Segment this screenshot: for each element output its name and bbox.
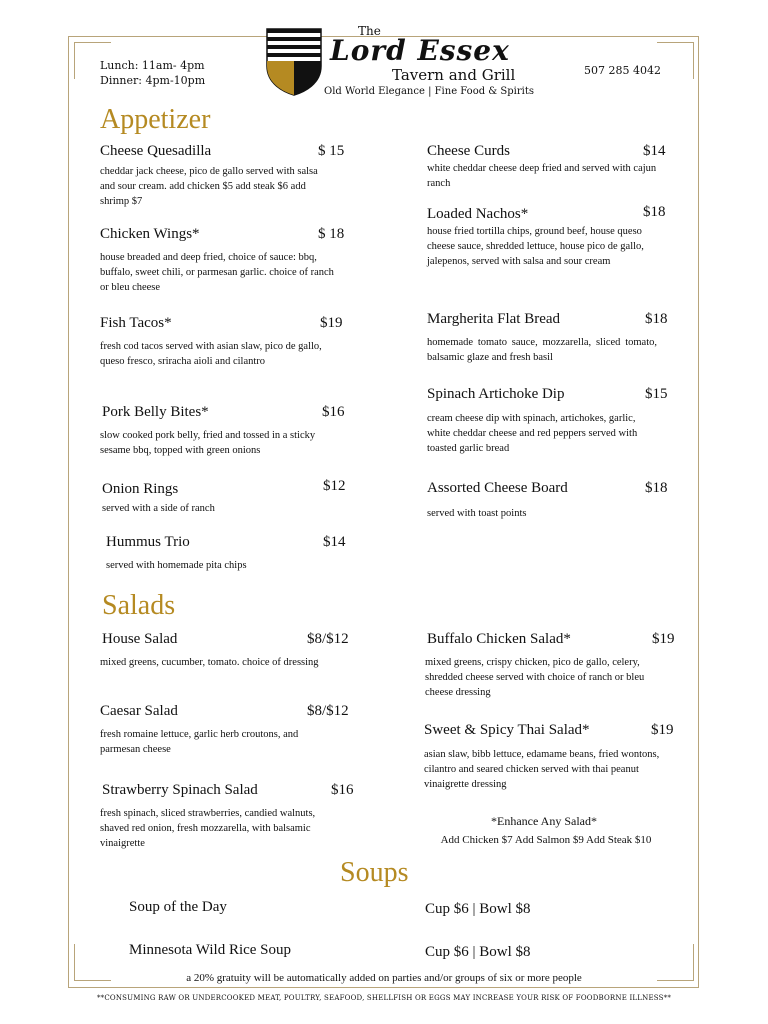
item-name: Minnesota Wild Rice Soup	[129, 942, 292, 958]
item-price: $12	[323, 478, 346, 494]
item-price: Cup $6 | Bowl $8	[425, 901, 531, 917]
item-name: Soup of the Day	[129, 899, 227, 915]
brand-tagline: Old World Elegance | Fine Food & Spirits	[324, 86, 534, 97]
gratuity-note: a 20% gratuity will be automatically added on parties and/or groups of six or more people	[186, 972, 582, 984]
item-description: house breaded and deep fried, choice of sauce: bbq, buffalo, sweet chili, or parmesan garlic. choice of ranch or bleu cheese	[100, 252, 334, 293]
item-description: served with homemade pita chips	[106, 560, 247, 571]
item-price: $18	[645, 480, 668, 496]
brand-name: Lord Essex	[330, 34, 510, 67]
item-price: $16	[331, 782, 354, 798]
item-name: Hummus Trio	[106, 534, 190, 550]
item-name: Sweet & Spicy Thai Salad*	[424, 722, 590, 738]
shield-logo-icon	[266, 28, 322, 96]
item-price: $ 18	[318, 226, 345, 242]
item-name: Margherita Flat Bread	[427, 311, 561, 327]
item-description: asian slaw, bibb lettuce, edamame beans, fried wontons, cilantro and seared chicken served with thai peanut vinaigrette dressing	[424, 749, 660, 790]
phone-number: 507 285 4042	[584, 64, 661, 77]
item-name: Strawberry Spinach Salad	[102, 782, 258, 798]
item-price: $ 15	[318, 143, 345, 159]
item-name: Spinach Artichoke Dip	[427, 386, 565, 402]
item-price: $19	[652, 631, 675, 647]
item-description: mixed greens, cucumber, tomato. choice of dressing	[100, 657, 319, 668]
item-description: white cheddar cheese deep fried and served with cajun ranch	[427, 163, 657, 189]
item-description: served with toast points	[427, 508, 527, 519]
item-description: served with a side of ranch	[102, 503, 215, 514]
item-name: Cheese Curds	[427, 143, 510, 159]
item-price: $8/$12	[307, 703, 349, 719]
section-title-salads: Salads	[102, 590, 176, 621]
item-description: cheddar jack cheese, pico de gallo served with salsa and sour cream. add chicken $5 add steak $6 add shrimp $7	[100, 166, 318, 207]
item-name: Caesar Salad	[100, 703, 178, 719]
item-name: House Salad	[102, 631, 178, 647]
item-price: $8/$12	[307, 631, 349, 647]
item-name: Buffalo Chicken Salad*	[427, 631, 571, 647]
corner-ornament	[657, 42, 694, 79]
item-name: Pork Belly Bites*	[102, 404, 209, 420]
item-description: fresh cod tacos served with asian slaw, pico de gallo, queso fresco, sriracha aioli and cilantro	[100, 341, 322, 367]
item-price: $15	[645, 386, 668, 402]
item-description: fresh romaine lettuce, garlic herb croutons, and parmesan cheese	[100, 729, 299, 755]
item-price: $14	[323, 534, 346, 550]
enhance-salad-title: *Enhance Any Salad*	[491, 814, 597, 828]
section-title-appetizer: Appetizer	[100, 104, 211, 135]
item-price: Cup $6 | Bowl $8	[425, 944, 531, 960]
brand-the: The	[358, 24, 381, 38]
item-description: slow cooked pork belly, fried and tossed in a sticky sesame bbq, topped with green onions	[100, 430, 316, 456]
enhance-salad-text: Add Chicken $7 Add Salmon $9 Add Steak $10	[440, 834, 652, 846]
section-title-soups: Soups	[340, 857, 409, 888]
item-description: homemade tomato sauce, mozzarella, sliced tomato, balsamic glaze and fresh basil	[427, 337, 657, 363]
item-name: Onion Rings	[102, 481, 179, 497]
item-price: $18	[645, 311, 668, 327]
brand-subtitle: Tavern and Grill	[392, 66, 516, 84]
hours-dinner: Dinner: 4pm-10pm	[100, 74, 206, 87]
item-description: cream cheese dip with spinach, artichokes, garlic, white cheddar cheese and red peppers served with toasted garlic bread	[427, 413, 638, 454]
hours	[100, 58, 205, 88]
item-price: $16	[322, 404, 345, 420]
item-name: Chicken Wings*	[100, 226, 200, 242]
item-price: $19	[320, 315, 343, 331]
item-name: Fish Tacos*	[100, 315, 172, 331]
item-name: Assorted Cheese Board	[427, 480, 568, 496]
hours-lunch: Lunch: 11am- 4pm	[100, 59, 205, 72]
item-name: Cheese Quesadilla	[100, 143, 212, 159]
item-price: $14	[643, 143, 666, 159]
item-price: $19	[651, 722, 674, 738]
item-price: $18	[643, 204, 666, 220]
food-safety-disclaimer: **CONSUMING RAW OR UNDERCOOKED MEAT, POULTRY, SEAFOOD, SHELLFISH OR EGGS MAY INCREASE YOUR RISK OF FOODBORNE ILLNESS**	[96, 994, 672, 1002]
item-name: Loaded Nachos*	[427, 206, 529, 222]
item-description: fresh spinach, sliced strawberries, candied walnuts, shaved red onion, fresh mozzarella, with balsamic vinaigrette	[100, 808, 316, 849]
item-description: mixed greens, crispy chicken, pico de gallo, celery, shredded cheese served with choice of ranch or bleu cheese dressing	[425, 657, 645, 698]
item-description: house fried tortilla chips, ground beef, house queso cheese sauce, shredded lettuce, house pico de gallo, jalepenos, served with salsa and sour cream	[427, 226, 644, 267]
